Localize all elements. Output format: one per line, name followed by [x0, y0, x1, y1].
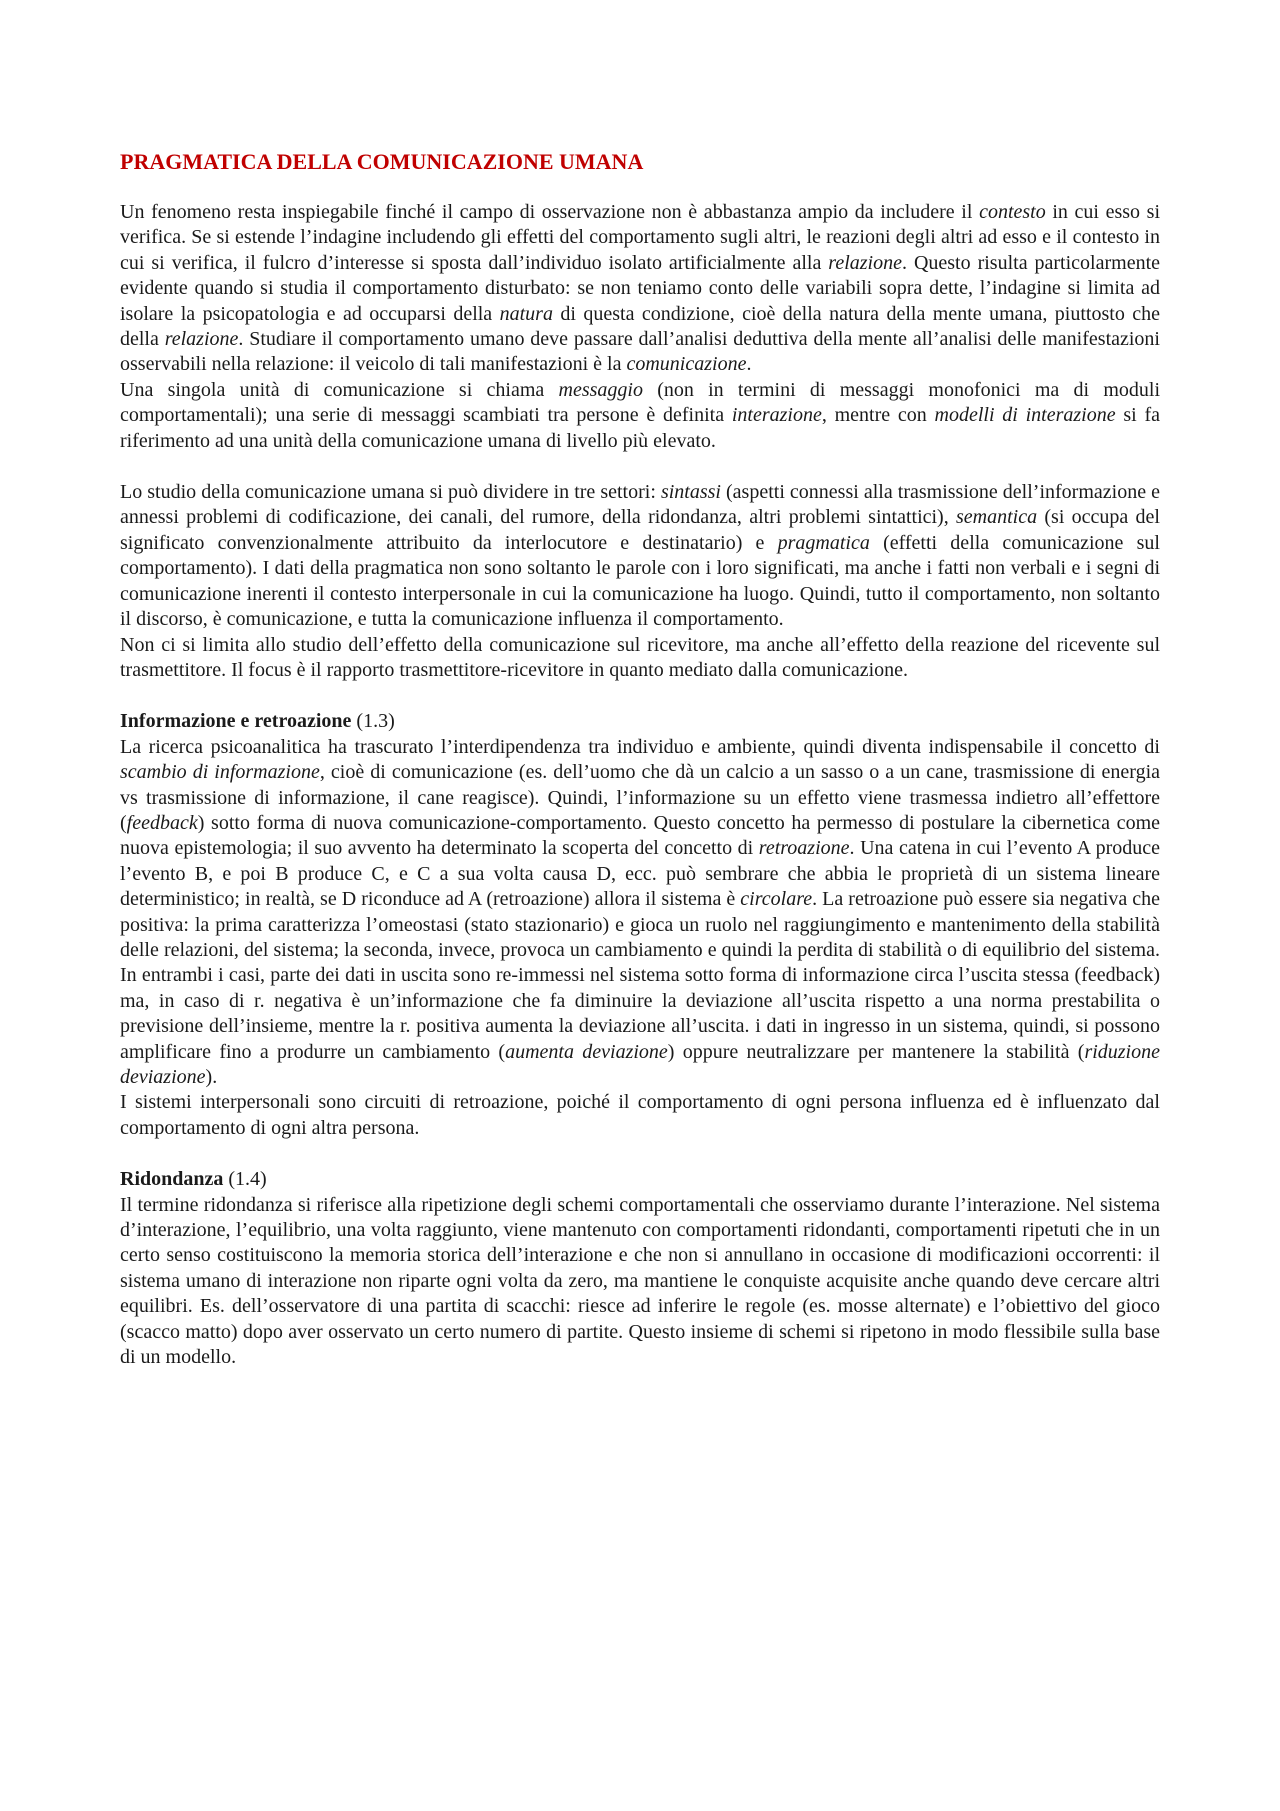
text-run: ).: [205, 1066, 218, 1088]
text-run: . La retroazione può essere sia negativa che positiva: la prima caratterizza l’omeostasi (stato stazionario) e gioca un ruolo nel raggiungimento e mantenimento della stabilità delle relazioni, del sistema; la seconda, invece, provoca un cambiamento e quindi la perdita di stabilità o di equilibrio del sistema. In entrambi i casi, parte dei dati in uscita sono re-immessi nel sistema sotto forma di informazione circa l’uscita stessa (feedback) ma, in caso di r. negativa è un’informazione che fa diminuire la deviazione all’uscita rispetto a una norma prestabilita o previsione dell’insieme, mentre la r. positiva aumenta la deviazione all’uscita. i dati in ingresso in un sistema, quindi, si possono amplificare fino a produrre un cambiamento (: [120, 888, 1161, 1063]
text-run: (aspetti connessi alla trasmissione dell’informazione e annessi problemi di codificazione, dei canali, del rumore, della ridondanza, altri problemi sintattici),: [120, 481, 1160, 529]
italic-term: natura: [499, 302, 553, 325]
section1-paragraph-1: [120, 735, 1160, 1091]
section-heading-ref: (1.4): [223, 1168, 267, 1191]
text-run: (si occupa del significato convenzionalmente attribuito da interlocutore e destinatario) e: [120, 506, 1160, 554]
text-run: (non in termini di messaggi monofonici ma di moduli comportamentali); una serie di messaggi scambiati tra persone è definita: [120, 378, 1160, 427]
italic-term: interazione: [731, 404, 822, 427]
italic-term: sintassi: [660, 481, 721, 504]
text-run: , cioè di comunicazione (es. dell’uomo che dà un calcio a un sasso o a un cane, trasmissione di energia vs trasmissione di informazione, il cane reagisce). Quindi, l’informazione su un effetto viene trasmessa indietro all’effettore (: [120, 761, 1161, 834]
text-run: Il termine ridondanza si riferisce alla ripetizione degli schemi comportamentali che osserviamo durante l’interazione. Nel sistema d’interazione, l’equilibrio, una volta raggiunto, viene mantenuto con comportamenti ridondanti, comportamenti ripetuti che in un certo senso costituiscono la memoria storica dell’interazione e che non si annullano in occasione di modificazioni occorrenti: il sistema umano di interazione non riparte ogni volta da zero, ma mantiene le conquiste acquisite anche quando deve cercare altri equilibri. Es. dell’osservatore di una partita di scacchi: riesce ad inferire le regole (es. mosse alternate) e l’obiettivo del gioco (scacco matto) dopo aver osservato un certo numero di partite. Questo insieme di schemi si ripetono in modo flessibile sulla base di un modello.: [120, 1193, 1160, 1369]
italic-term: relazione: [164, 328, 239, 351]
text-run: in cui esso si verifica. Se si estende l’indagine includendo gli effetti del comportamento sugli altri, le reazioni degli altri ad esso e il contesto in cui si verifica, il fulcro d’interesse si sposta dall’individuo isolato artificialmente alla: [120, 201, 1160, 274]
intro-paragraph-1: [120, 200, 1160, 378]
text-run: Una singola unità di comunicazione si chiama: [120, 378, 559, 401]
intro-paragraph-3: [120, 480, 1160, 632]
section-heading-informazione: [120, 709, 1160, 734]
italic-term: retroazione: [758, 837, 850, 860]
text-run: di questa condizione, cioè della natura della mente umana, piuttosto che della: [120, 302, 1160, 351]
text-run: . Studiare il comportamento umano deve passare dall’analisi deduttiva della mente all’analisi delle manifestazioni osservabili nella relazione: il veicolo di tali manifestazioni è la: [120, 328, 1160, 376]
text-run: Non ci si limita allo studio dell’effetto della comunicazione sul ricevitore, ma anche all’effetto della reazione del ricevente sul trasmettitore. Il focus è il rapporto trasmettitore-ricevitore in quanto mediato dalla comunicazione.: [120, 633, 1160, 681]
text-run: I sistemi interpersonali sono circuiti di retroazione, poiché il comportamento di ogni persona influenza ed è influenzato dal comportamento di ogni altra persona.: [120, 1091, 1160, 1139]
italic-term: aumenta deviazione: [505, 1040, 668, 1063]
text-run: La ricerca psicoanalitica ha trascurato l’interdipendenza tra individuo e ambiente, quindi diventa indispensabile il concetto di: [120, 735, 1160, 758]
paragraph-gap: [120, 683, 1160, 709]
text-run: si fa riferimento ad una unità della comunicazione umana di livello più elevato.: [120, 404, 1160, 452]
text-run: . Questo risulta particolarmente evidente quando si studia il comportamento disturbato: se non teniamo conto delle variabili sopra dette, l’indagine si limita ad isolare la psicopatologia e ad occuparsi della: [120, 251, 1161, 325]
italic-term: messaggio: [558, 378, 643, 401]
section-heading-ref: (1.3): [351, 710, 395, 733]
text-run: Lo studio della comunicazione umana si può dividere in tre settori:: [120, 481, 661, 504]
section1-paragraph-2: [120, 1090, 1160, 1141]
intro-paragraph-2: [120, 378, 1160, 454]
document-title: PRAGMATICA DELLA COMUNICAZIONE UMANA: [120, 149, 644, 174]
italic-term: semantica: [956, 506, 1038, 529]
text-run: .: [746, 353, 752, 376]
text-run: Un fenomeno resta inspiegabile finché il campo di osservazione non è abbastanza ampio da includere il: [120, 201, 980, 223]
italic-term: relazione: [828, 251, 902, 274]
italic-term: pragmatica: [777, 531, 870, 554]
paragraph-gap: [120, 454, 1160, 480]
italic-term: scambio di informazione: [120, 761, 320, 784]
section-heading-text: Ridondanza: [120, 1168, 224, 1191]
text-run: ) sotto forma di nuova comunicazione-comportamento. Questo concetto ha permesso di postulare la cibernetica come nuova epistemologia; il suo avvento ha determinato la scoperta del concetto di: [120, 811, 1160, 860]
text-run: . Una catena in cui l’evento A produce l’evento B, e poi B produce C, e C a sua volta causa D, ecc. può sembrare che abbia le proprietà di un sistema lineare deterministico; in realtà, se D riconduce ad A (retroazione) allora il sistema è: [120, 837, 1161, 911]
section-heading-ridondanza: [120, 1167, 1160, 1192]
text-run: (effetti della comunicazione sul comportamento). I dati della pragmatica non sono soltanto le parole con i loro significati, ma anche i fatti non verbali e i segni di comunicazione inerenti il contesto interpersonale in cui la comunicazione ha luogo. Quindi, tutto il comportamento, non soltanto il discorso, è comunicazione, e tutta la comunicazione influenza il comportamento.: [120, 531, 1160, 631]
section2-paragraph-1: [120, 1193, 1160, 1371]
intro-paragraph-4: [120, 633, 1160, 684]
italic-term: circolare: [740, 888, 813, 911]
text-run: ) oppure neutralizzare per mantenere la stabilità (: [667, 1040, 1085, 1063]
italic-term: riduzione deviazione: [120, 1040, 1160, 1088]
document-page: [120, 148, 1160, 1370]
italic-term: contesto: [979, 201, 1046, 223]
italic-term: modelli di interazione: [934, 404, 1116, 427]
italic-term: feedback: [126, 811, 198, 834]
italic-term: comunicazione: [626, 353, 747, 376]
paragraph-gap: [120, 1141, 1160, 1167]
text-run: , mentre con: [821, 404, 935, 427]
section-heading-text: Informazione e retroazione: [120, 710, 352, 733]
